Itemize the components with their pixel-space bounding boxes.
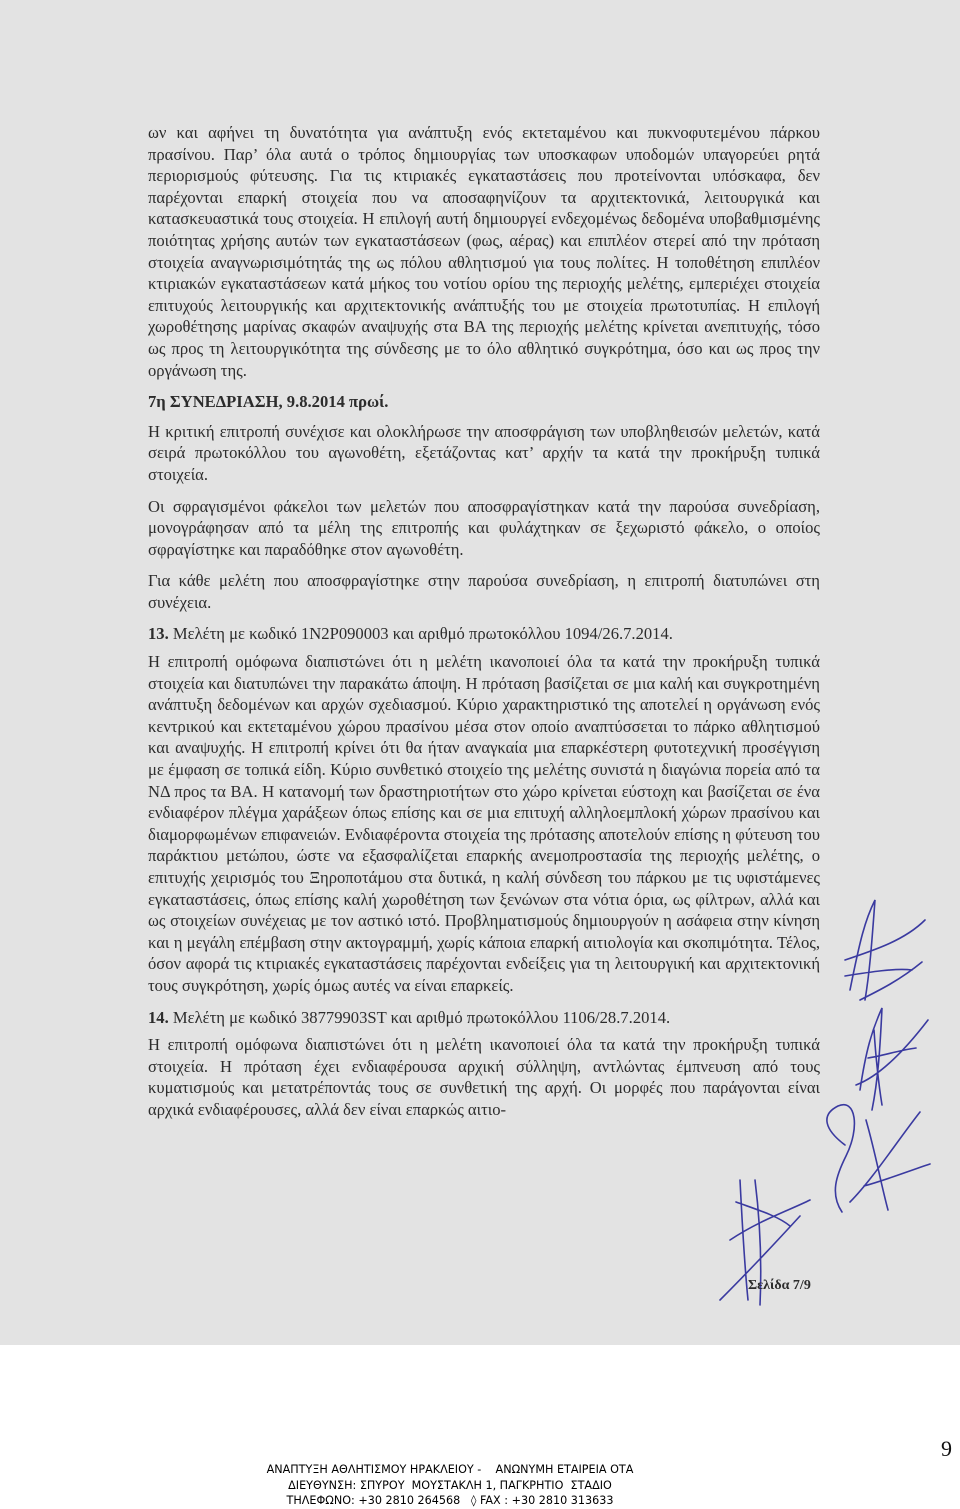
paragraph: Για κάθε μελέτη που αποσφραγίστηκε στην παρούσα συνεδρίαση, η επιτροπή διατυπώνει στη συνέχεια. (148, 571, 820, 612)
handwritten-signatures (660, 880, 960, 1340)
paragraph: Η επιτροπή ομόφωνα διαπιστώνει ότι η μελέτη ικανοποιεί όλα τα κατά την προκήρυξη τυπικά στοιχεία. Η πρόταση έχει ενδιαφέρουσα αρχική σύλληψη, αντλώντας έμπνευση από τους κυματισμούς και μετατρέποντάς τους σε συνθετική της αρχή. Οι μορφές που παράγονται είναι αρχικά ενδιαφέρουσες, αλλά δεν είναι επαρκώς αιτιο- (148, 1035, 820, 1119)
paragraph: ων και αφήνει τη δυνατότητα για ανάπτυξη ενός εκτεταμένου και πυκνοφυτεμένου πάρκου πρασίνου. Παρ’ όλα αυτά ο τρόπος δημιουργίας των υποσκαφων υποδομών υπαγορεύει ρητά περιορισμούς φύτευσης. Για τις κτιριακές εγκαταστάσεις που προτείνονται υπόσκαφα, δεν παρέχονται επαρκή στοιχεία που να αποσαφηνίζουν τα αρχιτεκτονικά, λειτουργικά και κατασκευαστικά τους στοιχεία. Η επιλογή αυτή δημιουργεί ενδεχομένως δεδομένα υποβαθμισμένης ποιότητας χρήσης αυτών των εγκαταστάσεων (φως, αέρας) και επιπλέον στερεί από την πρόταση στοιχεία αναγνωρισιμότητάς της ως πόλου αθλητισμού για τους πολίτες. Η τοποθέτηση επιπλέον κτιριακών εγκαταστάσεων κατά μήκος του νοτίου ορίου της περιοχής μελέτης, εμπεριέχει στοιχεία επιτυχούς λειτουργικής και αρχιτεκτονικής ανάπτυξής του με στοιχεία πρωτοτυπίας. Η επιλογή χωροθέτησης μαρίνας σκαφών αναψυχής στα ΒΑ της περιοχής μελέτης κρίνεται ανεπιτυχής, τόσο ως προς τη λειτουργικότητα της σύνδεσης με το όλο αθλητικό συγκρότημα, όσο και ως προς την οργάνωση της. (148, 123, 820, 380)
item-13-number: 13. (148, 624, 169, 644)
paragraph: Οι σφραγισμένοι φάκελοι των μελετών που αποσφραγίστηκαν κατά την παρούσα συνεδρίαση, μονογράφησαν από τα μέλη της επιτροπής και φυλάχτηκαν σε ξεχωριστό φάκελο, ο οποίος σφραγίστηκε και παραδόθηκε στον αγωνοθέτη. (148, 496, 820, 559)
item-13-title: Μελέτη με κωδικό 1Ν2Ρ090003 και αριθμό πρωτοκόλλου 1094/26.7.2014. (172, 624, 673, 644)
signature-stroke (845, 900, 925, 1000)
signature-stroke (827, 1105, 930, 1212)
page-number: 9 (941, 1436, 952, 1461)
footer (0, 1462, 900, 1509)
item-13-heading (148, 623, 820, 645)
footer-company: ΑΝΑΠΤΥΞΗ ΑΘΛΗΤΙΣΜΟΥ ΗΡΑΚΛΕΙΟΥ - ΑΝΩΝΥΜΗ ΕΤΑΙΡΕΙΑ ΟΤΑ (266, 1463, 634, 1476)
session-heading: 7η ΣΥΝΕΔΡΙΑΣΗ, 9.8.2014 πρωί. (148, 392, 389, 412)
page-label: Σελίδα 7/9 (748, 1278, 811, 1293)
paragraph: Η κριτική επιτροπή συνέχισε και ολοκλήρωσε την αποσφράγιση των υποβληθεισών μελετών, κατά σειρά πρωτοκόλλου του αγωνοθέτη, εξετάζοντας κατ’ αρχήν τα κατά την προκήρυξη τυπικά στοιχεία. (148, 421, 820, 484)
footer-contact: ΤΗΛΕΦΩΝΟ: +30 2810 264568 ◊ FAX : +30 2810 313633 (286, 1494, 614, 1507)
item-14-title: Μελέτη με κωδικό 38779903ST και αριθμό πρωτοκόλλου 1106/28.7.2014. (172, 1007, 671, 1027)
footer-address: ΔΙΕΥΘΥΝΣΗ: ΣΠΥΡΟΥ ΜΟΥΣΤΑΚΛΗ 1, ΠΑΓΚΡΗΤΙΟ ΣΤΑΔΙΟ (288, 1478, 612, 1492)
signature-stroke (856, 1008, 928, 1110)
item-14-number: 14. (148, 1007, 169, 1027)
paragraph: Η επιτροπή ομόφωνα διαπιστώνει ότι η μελέτη ικανοποιεί όλα τα κατά την προκήρυξη τυπικά στοιχεία και διατυπώνει την παρακάτω άποψη. Η πρόταση βασίζεται σε μια καλή και συγκροτημένη ανάπτυξη δεδομένων και αρχών σχεδιασμού. Κύριο χαρακτηριστικό της αποτελεί η οργάνωση ενός κεντρικού και εκτεταμένου χώρου πρασίνου μέσα στον οποίο αναπτύσσεται το πάρκο αθλητισμού και αναψυχής. Η επιτροπή κρίνει ότι θα ήταν αναγκαία μια επαρκέστερη φυτοτεχνική προσέγγιση με έμφαση σε τοπικά είδη. Κύριο συνθετικό στοιχείο της μελέτης συνιστά η διαγώνια πορεία από τα ΝΔ προς τα ΒΑ. Η κατανομή των δραστηριοτήτων στο χώρο κρίνεται εύστοχη και βασίζεται σε ένα ενδιαφέρον πλέγμα χαράξεων όπως επίσης και σε μια επιτυχή αλληλοεμπλοκή χώρων πρασίνου και διαμορφωμένων επιφανειών. Ενδιαφέροντα στοιχεία της πρότασης αποτελούν επίσης η φύτευση του παράκτιου μετώπου, ώστε να εξασφαλίζεται επαρκής ανεμοπροστασία της περιοχής μελέτης, ο επιτυχής χειρισμός του Ξηροποτάμου στα δυτικά, η καλή σύνδεση του πάρκου με τις υφιστάμενες εγκαταστάσεις, όπως επίσης καλή χωροθέτηση των ξενώνων στα νότια όρια, ως φίλτρων, αλλά και ως στοιχείων συνέχειας με τον αστικό ιστό. Προβληματισμούς δημιουργούν η ασάφεια στην κίνηση και η μεγάλη επέμβαση στην ακτογραμμή, χωρίς κάποια επαρκή αιτιολογία και σκοπιμότητα. Τέλος, όσον αφορά τις κτιριακές εγκαταστάσεις παρέχονται ενδείξεις για τη λειτουργική και αρχιτεκτονική τους συγκρότηση, χωρίς όμως αυτές να είναι επαρκείς. (148, 652, 820, 995)
